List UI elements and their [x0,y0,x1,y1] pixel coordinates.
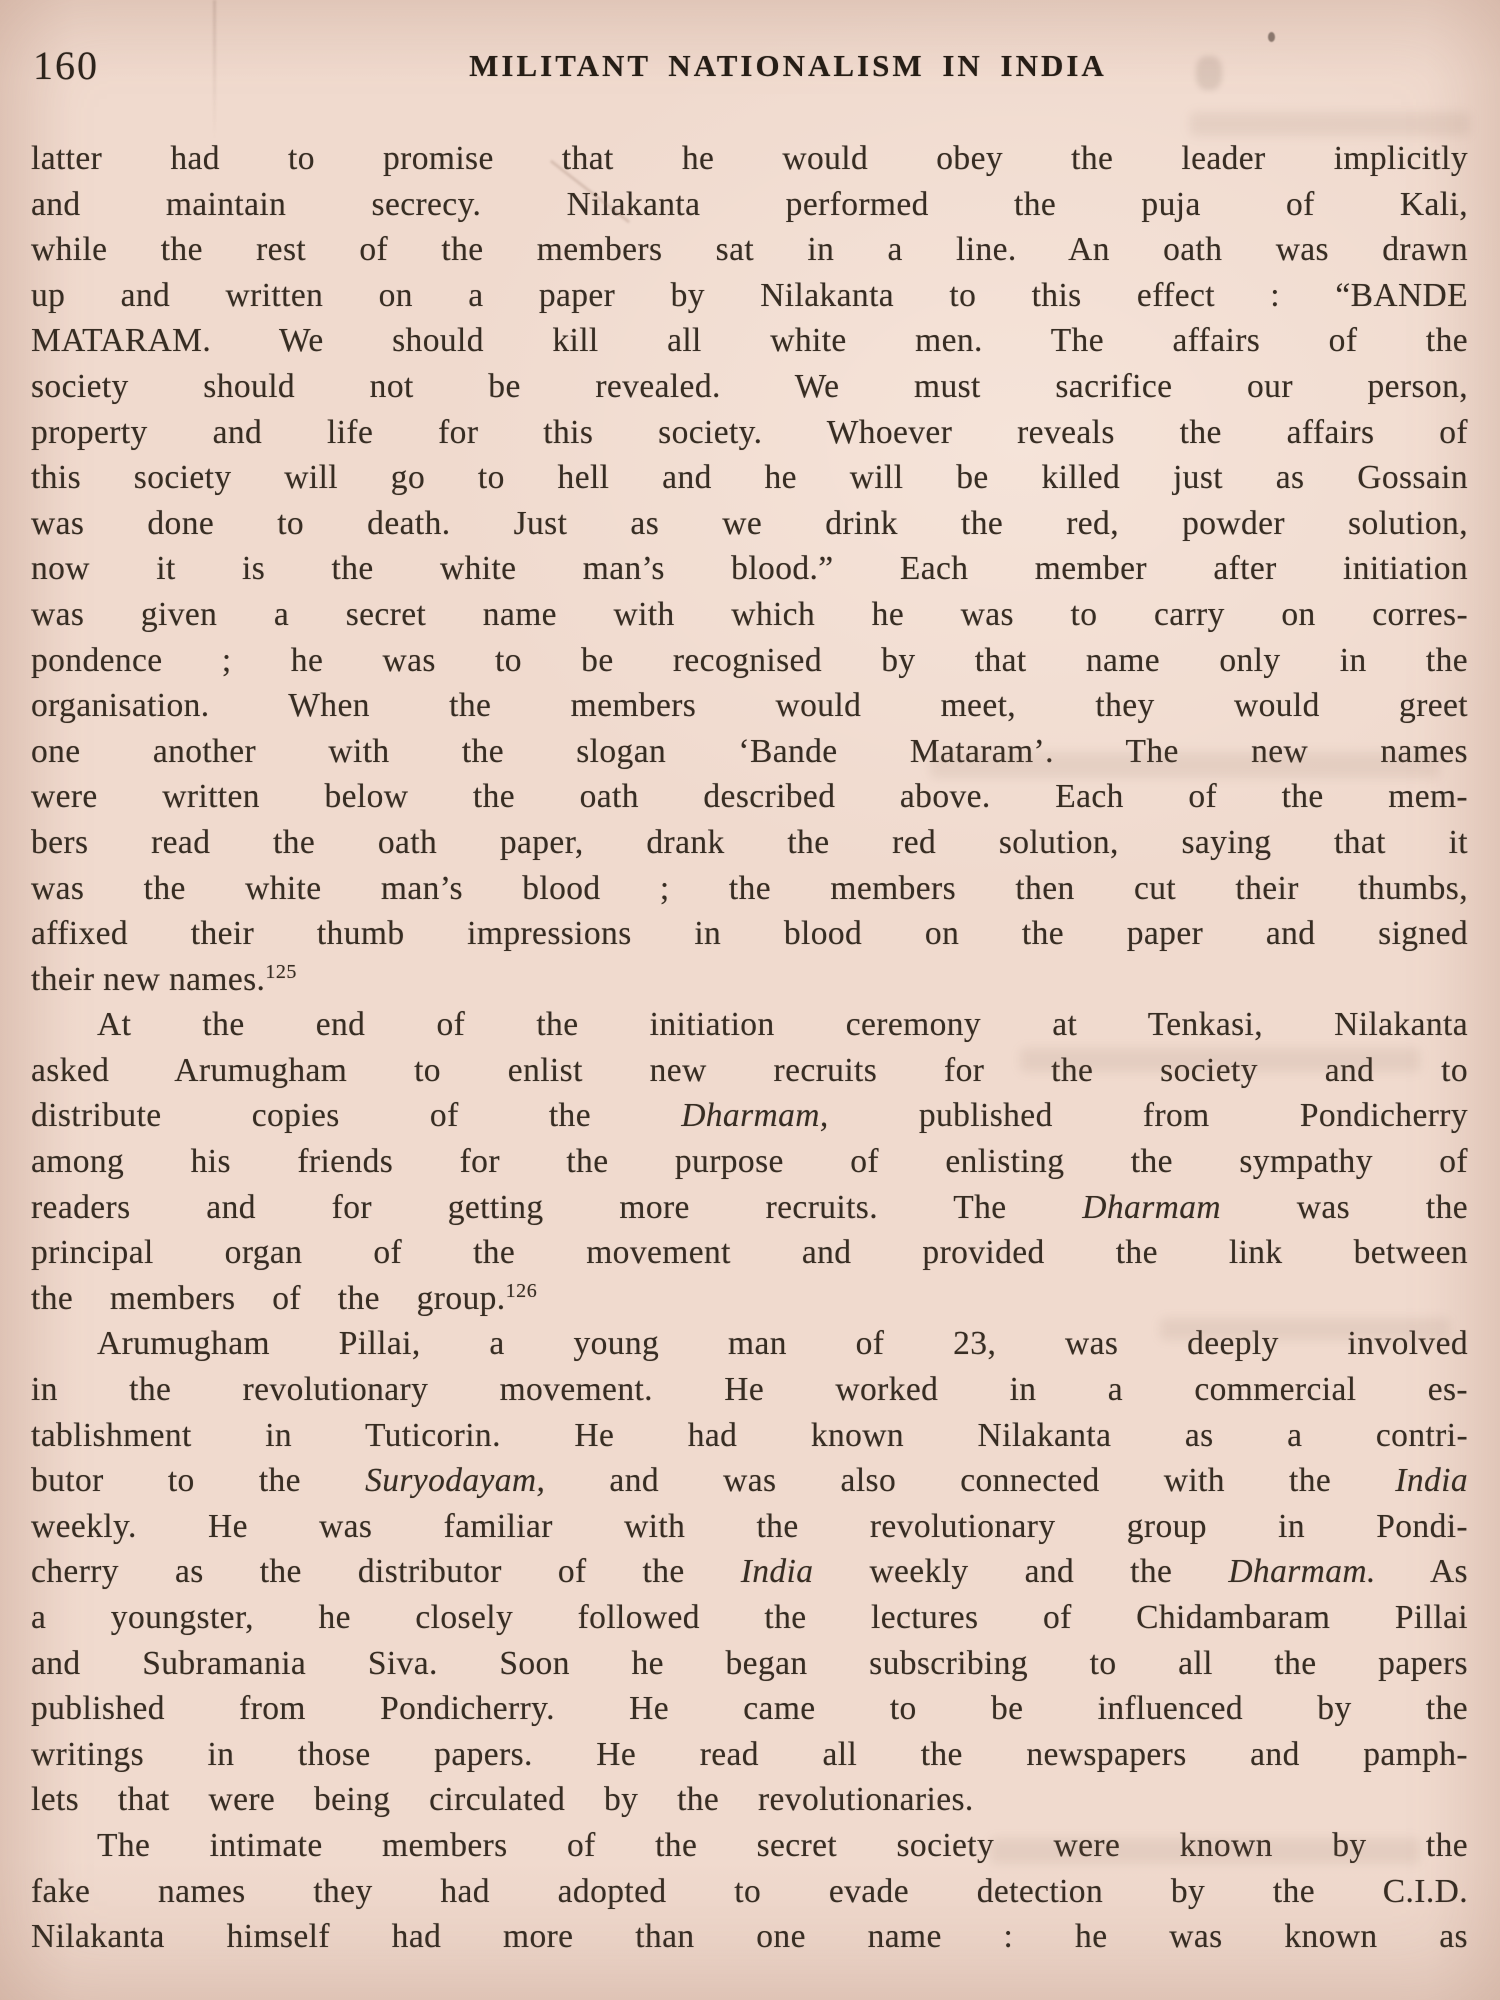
text-segment: society should not be revealed. We must sacrifice our person, [31,367,1468,405]
text-line [31,455,1468,501]
text-line [31,1413,1468,1459]
paragraph [31,1002,1468,1321]
text-line [31,364,1468,410]
text-segment: property and life for this society. Whoever reveals the affairs of [31,413,1468,451]
text-segment: pondence ; he was to be recognised by that name only in the [31,641,1468,679]
text-segment: published from Pondicherry [828,1097,1468,1135]
text-line [31,1914,1468,1960]
text-line [31,1367,1468,1413]
text-line [31,318,1468,364]
text-line [31,1777,1468,1823]
text-line [31,1504,1468,1550]
text-line [31,1276,1468,1322]
text-segment: weekly. He was familiar with the revolutionary group in Pondi- [31,1507,1468,1545]
text-line [31,638,1468,684]
text-line [31,1230,1468,1276]
text-segment: in the revolutionary movement. He worked in a commercial es- [31,1371,1468,1409]
text-segment: and maintain secrecy. Nilakanta performed the puja of Kali, [31,185,1468,223]
text-segment: affixed their thumb impressions in blood on the paper and signed [31,915,1468,953]
text-line [31,182,1468,228]
text-line [31,1869,1468,1915]
text-line [31,410,1468,456]
text-segment: As [1375,1553,1468,1591]
text-segment: their new names. [31,960,266,998]
text-line [31,1732,1468,1778]
text-segment: the members of the group. [31,1279,506,1317]
italic-text: India [740,1553,814,1591]
text-line [31,273,1468,319]
text-segment: Nilakanta himself had more than one name : he was known as [31,1918,1468,1956]
text-line [31,1048,1468,1094]
footnote-ref: 125 [265,960,297,983]
text-line [31,957,1468,1003]
text-line [31,820,1468,866]
text-segment: readers and for getting more recruits. The [31,1188,1083,1226]
text-segment: now it is the white man’s blood.” Each member after initiation [31,550,1468,588]
text-line [31,1595,1468,1641]
italic-text: Dharmam [1082,1188,1221,1226]
text-segment: MATARAM. We should kill all white men. The affairs of the [31,322,1468,360]
text-segment: lets that were being circulated by the revolutionaries. [31,1781,974,1819]
italic-text: Suryodayam, [365,1462,546,1500]
text-segment: while the rest of the members sat in a line. An oath was drawn [31,231,1468,269]
text-segment: tablishment in Tuticorin. He had known Nilakanta as a contri- [31,1416,1468,1454]
text-line [31,546,1468,592]
text-line [31,911,1468,957]
scan-artifact-bleedthrough [1190,112,1470,136]
text-segment: cherry as the distributor of the [31,1553,741,1591]
text-segment: was the [1220,1188,1468,1226]
text-segment: distribute copies of the [31,1097,682,1135]
text-line [31,1458,1468,1504]
text-segment: among his friends for the purpose of enlisting the sympathy of [31,1143,1468,1181]
footnote-ref: 126 [505,1279,538,1302]
text-line [31,683,1468,729]
text-segment: and was also connected with the [545,1462,1396,1500]
text-segment: writings in those papers. He read all the newspapers and pamph- [31,1735,1468,1773]
text-line [31,1686,1468,1732]
text-segment: was done to death. Just as we drink the red, powder solution, [31,504,1468,542]
text-segment: was given a secret name with which he was to carry on corres- [31,595,1468,633]
text-segment: and Subramania Siva. Soon he began subscribing to all the papers [31,1644,1468,1682]
running-header-title: MILITANT NATIONALISM IN INDIA [469,48,1107,83]
text-segment: Arumugham Pillai, a young man of 23, was deeply involved [97,1325,1468,1363]
text-segment: At the end of the initiation ceremony at Tenkasi, Nilakanta [97,1006,1468,1044]
text-segment: published from Pondicherry. He came to be influenced by the [31,1690,1468,1728]
italic-text: Dharmam, [681,1097,829,1135]
text-segment: was the white man’s blood ; the members then cut their thumbs, [31,869,1468,907]
text-segment: bers read the oath paper, drank the red solution, saying that it [31,823,1468,861]
scan-artifact-speck [1268,32,1275,42]
paragraph [31,1321,1468,1823]
italic-text: India [1395,1462,1468,1500]
text-segment: fake names they had adopted to evade detection by the C.I.D. [31,1872,1468,1910]
paragraph [31,1823,1468,1960]
text-segment: up and written on a paper by Nilakanta to this effect : “BANDE [31,276,1468,314]
text-segment: a youngster, he closely followed the lectures of Chidambaram Pillai [31,1599,1468,1636]
text-segment: were written below the oath described above. Each of the mem- [31,778,1468,816]
text-segment: this society will go to hell and he will be killed just as Gossain [31,459,1468,497]
text-line [31,136,1468,182]
text-line [31,1093,1468,1139]
text-line [31,227,1468,273]
page-number: 160 [33,43,99,88]
text-segment: butor to the [31,1462,366,1500]
text-line [31,592,1468,638]
text-line [31,1549,1468,1595]
text-segment: latter had to promise that he would obey the leader implicitly [31,140,1468,177]
text-line [31,1321,1468,1367]
text-segment: asked Arumugham to enlist new recruits for the society and to [31,1051,1468,1089]
text-segment: weekly and the [813,1553,1229,1591]
text-segment: organisation. When the members would meet, they would greet [31,687,1468,725]
paragraph [31,136,1468,1002]
text-line [31,1139,1468,1185]
italic-text: Dharmam. [1228,1553,1376,1591]
text-line [31,774,1468,820]
text-line [31,1002,1468,1048]
text-segment: principal organ of the movement and provided the link between [31,1234,1468,1272]
text-segment: one another with the slogan ‘Bande Mataram’. The new names [31,732,1468,770]
text-line [31,1185,1468,1231]
text-line [31,729,1468,775]
text-segment: The intimate members of the secret society were known by the [97,1826,1468,1864]
text-line [31,501,1468,547]
page-body [31,136,1468,1960]
text-line [31,1641,1468,1687]
text-line [31,866,1468,912]
text-line [31,1823,1468,1869]
